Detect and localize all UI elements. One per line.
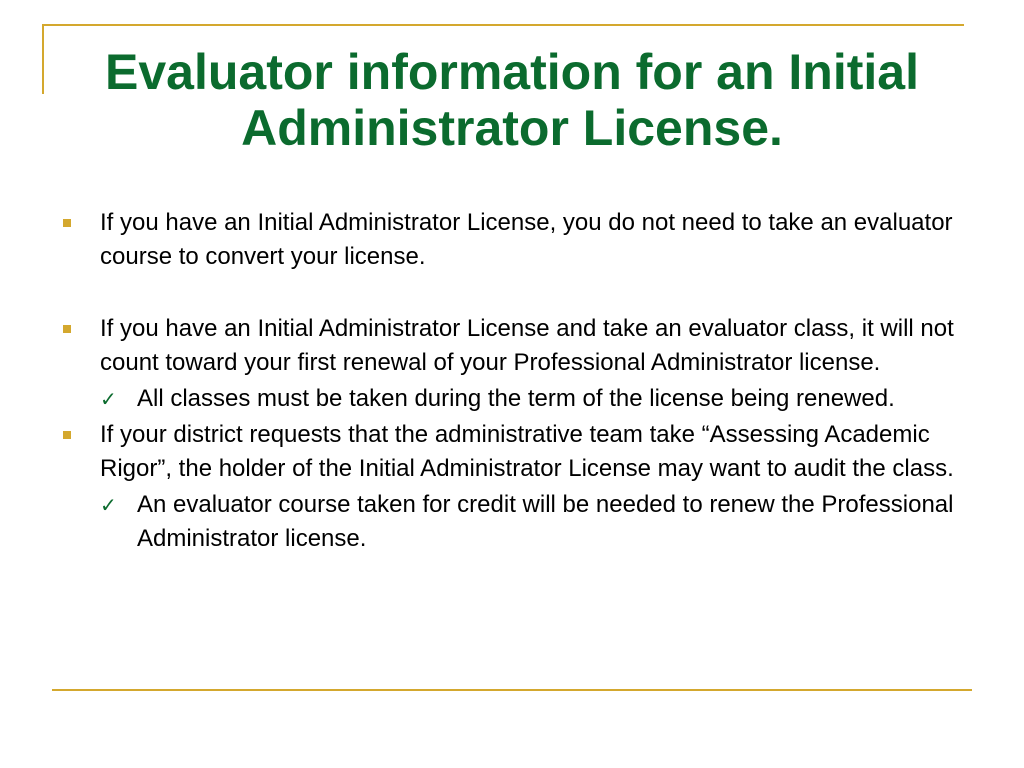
square-bullet-icon — [63, 219, 71, 227]
slide-body — [60, 206, 960, 556]
bullet-item — [60, 418, 960, 486]
sub-bullet-text: All classes must be taken during the term of the license being renewed. — [137, 385, 895, 412]
slide-title: Evaluator information for an Initial Administrator License. — [105, 44, 919, 156]
bullet-item — [60, 206, 960, 274]
sub-bullet-text: An evaluator course taken for credit will be needed to renew the Professional Administrator license. — [137, 491, 954, 552]
bullet-text: If you have an Initial Administrator License, you do not need to take an evaluator course to convert your license. — [100, 209, 953, 270]
bullet-text: If your district requests that the administrative team take “Assessing Academic Rigor”, the holder of the Initial Administrator License may want to audit the class. — [100, 421, 954, 482]
spacer — [60, 274, 960, 312]
frame-bottom-line — [52, 689, 972, 691]
sub-bullet-item — [60, 382, 960, 416]
sub-bullet-item — [60, 488, 960, 556]
checkmark-icon: ✓ — [100, 387, 117, 411]
frame-top-line — [42, 24, 964, 26]
checkmark-icon: ✓ — [100, 493, 117, 517]
bullet-text: If you have an Initial Administrator License and take an evaluator class, it will not count toward your first renewal of your Professional Administrator license. — [100, 315, 954, 376]
bullet-item — [60, 312, 960, 380]
square-bullet-icon — [63, 431, 71, 439]
square-bullet-icon — [63, 325, 71, 333]
frame-left-line — [42, 24, 44, 94]
